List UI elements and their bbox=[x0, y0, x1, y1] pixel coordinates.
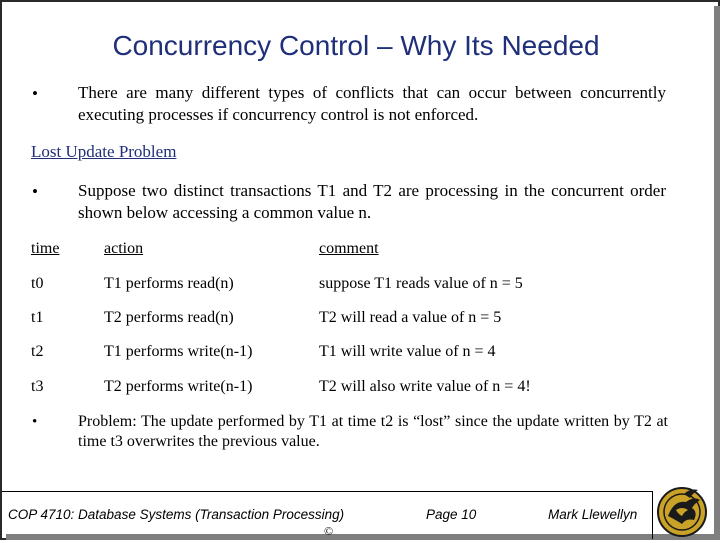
bullet-icon: • bbox=[32, 84, 38, 103]
intro-paragraph: There are many different types of conflicts that can occur between concurrently executing processes if concurrency control is not enforced. bbox=[78, 83, 666, 124]
table-cell-action: T1 performs write(n-1) bbox=[104, 343, 253, 360]
table-cell-action: T1 performs read(n) bbox=[104, 275, 234, 292]
scenario-paragraph: Suppose two distinct transactions T1 and T2 are processing in the concurrent order shown below accessing a common value n. bbox=[78, 181, 666, 222]
table-cell-comment: suppose T1 reads value of n = 5 bbox=[319, 275, 523, 292]
table-cell-comment: T1 will write value of n = 4 bbox=[319, 343, 496, 360]
table-cell-action: T2 performs write(n-1) bbox=[104, 378, 253, 395]
table-header-action: action bbox=[104, 240, 144, 257]
table-cell-time: t0 bbox=[31, 275, 44, 292]
table-header-comment: comment bbox=[319, 240, 379, 257]
bullet-icon: • bbox=[32, 414, 38, 430]
table-cell-comment: T2 will also write value of n = 4! bbox=[319, 378, 531, 395]
table-header-time: time bbox=[31, 240, 60, 257]
footer-course: COP 4710: Database Systems (Transaction Processing) bbox=[8, 507, 345, 522]
bullet-icon: • bbox=[32, 182, 38, 201]
slide-title: Concurrency Control – Why Its Needed bbox=[112, 30, 600, 61]
footer-author: Mark Llewellyn bbox=[548, 507, 638, 522]
table-cell-time: t3 bbox=[31, 378, 44, 395]
table-cell-comment: T2 will read a value of n = 5 bbox=[319, 309, 502, 326]
table-cell-time: t2 bbox=[31, 343, 44, 360]
table-cell-action: T2 performs read(n) bbox=[104, 309, 234, 326]
table-cell-time: t1 bbox=[31, 309, 44, 326]
problem-paragraph: Problem: The update performed by T1 at time t2 is “lost” since the update written by T2 at time t3 overwrites the previous value. bbox=[78, 413, 668, 450]
slide-shadow-right bbox=[714, 6, 720, 540]
footer-copyright: © bbox=[324, 524, 334, 538]
section-heading: Lost Update Problem bbox=[31, 142, 177, 161]
ucf-pegasus-logo-icon bbox=[654, 482, 710, 538]
footer-page-number: Page 10 bbox=[426, 507, 477, 522]
